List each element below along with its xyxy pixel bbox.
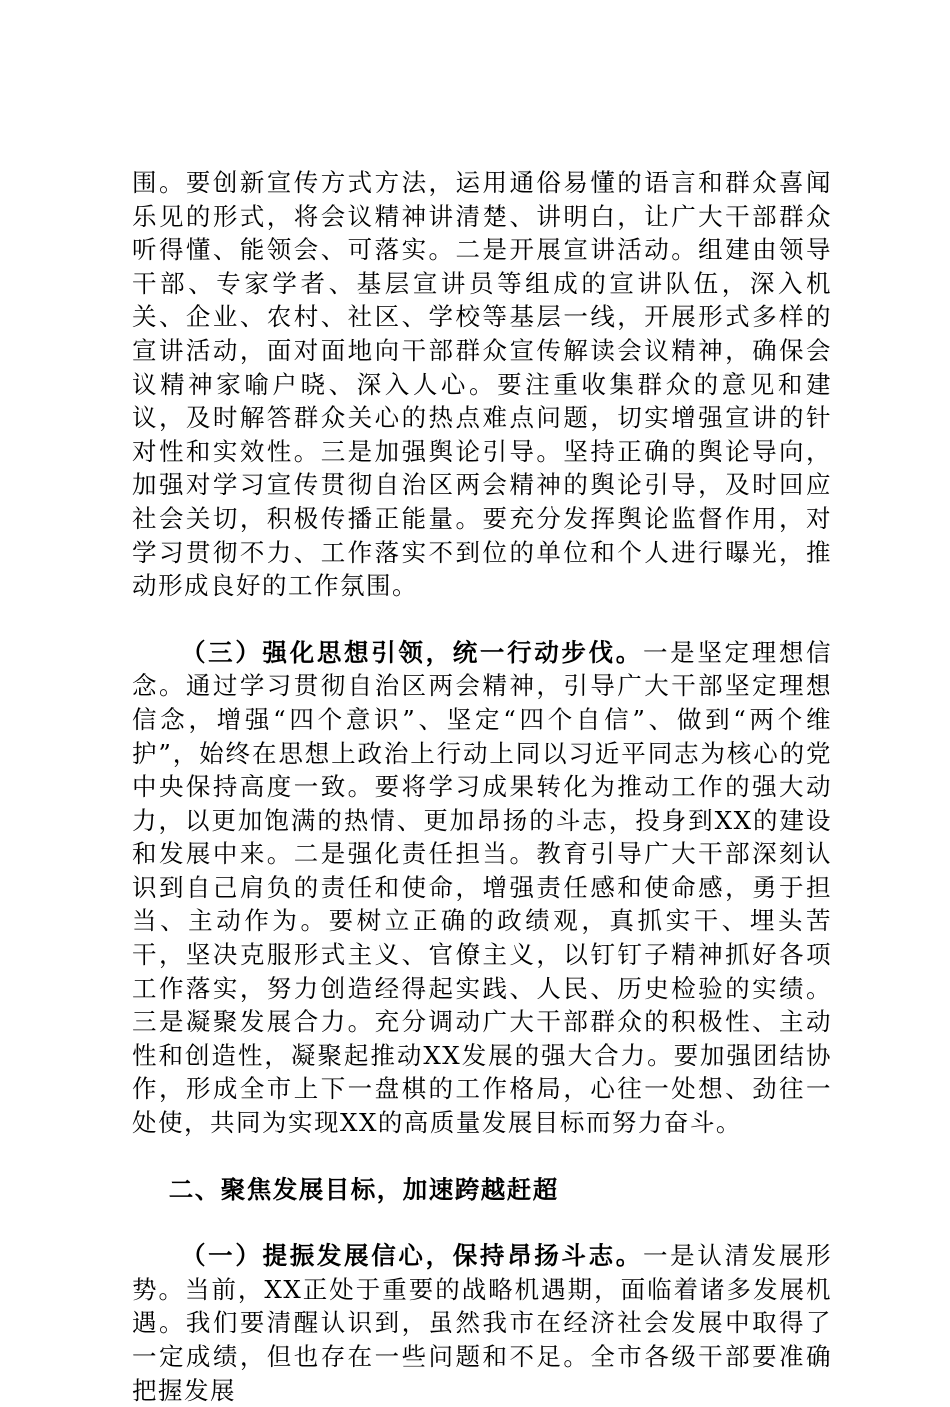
- paragraph-spacer: [132, 603, 832, 636]
- paragraph-spacer: [132, 1206, 832, 1239]
- paragraph-development-confidence: [132, 1239, 832, 1407]
- paragraph-publicity: 围。要创新宣传方式方法，运用通俗易懂的语言和群众喜闻乐见的形式，将会议精神讲清楚、讲明白，让广大干部群众听得懂、能领会、可落实。二是开展宣讲活动。组建由领导干部、专家学者、基层宣讲员等组成的宣讲队伍，深入机关、企业、农村、社区、学校等基层一线，开展形式多样的宣讲活动，面对面地向干部群众宣传解读会议精神，确保会议精神家喻户晓、深入人心。要注重收集群众的意见和建议，及时解答群众关心的热点难点问题，切实增强宣讲的针对性和实效性。三是加强舆论引导。坚持正确的舆论导向，加强对学习宣传贯彻自治区两会精神的舆论引导，及时回应社会关切，积极传播正能量。要充分发挥舆论监督作用，对学习贯彻不力、工作落实不到位的单位和个人进行曝光，推动形成良好的工作氛围。: [132, 168, 832, 601]
- section-heading: 二、聚焦发展目标，加速跨越赶超: [168, 1174, 559, 1204]
- paragraph-lead-heading: （三）强化思想引领，统一行动步伐。: [181, 637, 643, 667]
- paragraph-body-text: 一是坚定理想信念。通过学习贯彻自治区两会精神，引导广大干部坚定理想信念，增强“四个意识”、坚定“四个自信”、做到“两个维护”，始终在思想上政治上行动上同以习近平同志为核心的党中央保持高度一致。要将学习成果转化为推动工作的强大动力，以更加饱满的热情、更加昂扬的斗志，投身到XX的建设和发展中来。二是强化责任担当。教育引导广大干部深刻认识到自己肩负的责任和使命，增强责任感和使命感，勇于担当、主动作为。要树立正确的政绩观，真抓实干、埋头苦干，坚决克服形式主义、官僚主义，以钉钉子精神抓好各项工作落实，努力创造经得起实践、人民、历史检验的实绩。三是凝聚发展合力。充分调动广大干部群众的积极性、主动性和创造性，凝聚起推动XX发展的强大合力。要加强团结协作，形成全市上下一盘棋的工作格局，心往一处想、劲往一处使，共同为实现XX的高质量发展目标而努力奋斗。: [132, 637, 833, 1138]
- paragraph-ideological-guidance: [132, 636, 832, 1140]
- paragraph-spacer: [132, 1140, 832, 1173]
- paragraph-lead-heading: （一）提振发展信心，保持昂扬斗志。: [181, 1241, 643, 1271]
- paragraph-body-text: 一是认清发展形势。当前，XX正处于重要的战略机遇期，面临着诸多发展机遇。我们要清醒认识到，虽然我市在经济社会发展中取得了一定成绩，但也存在一些问题和不足。全市各级干部要准确把握发展: [132, 1241, 833, 1405]
- document-page: [132, 166, 832, 1407]
